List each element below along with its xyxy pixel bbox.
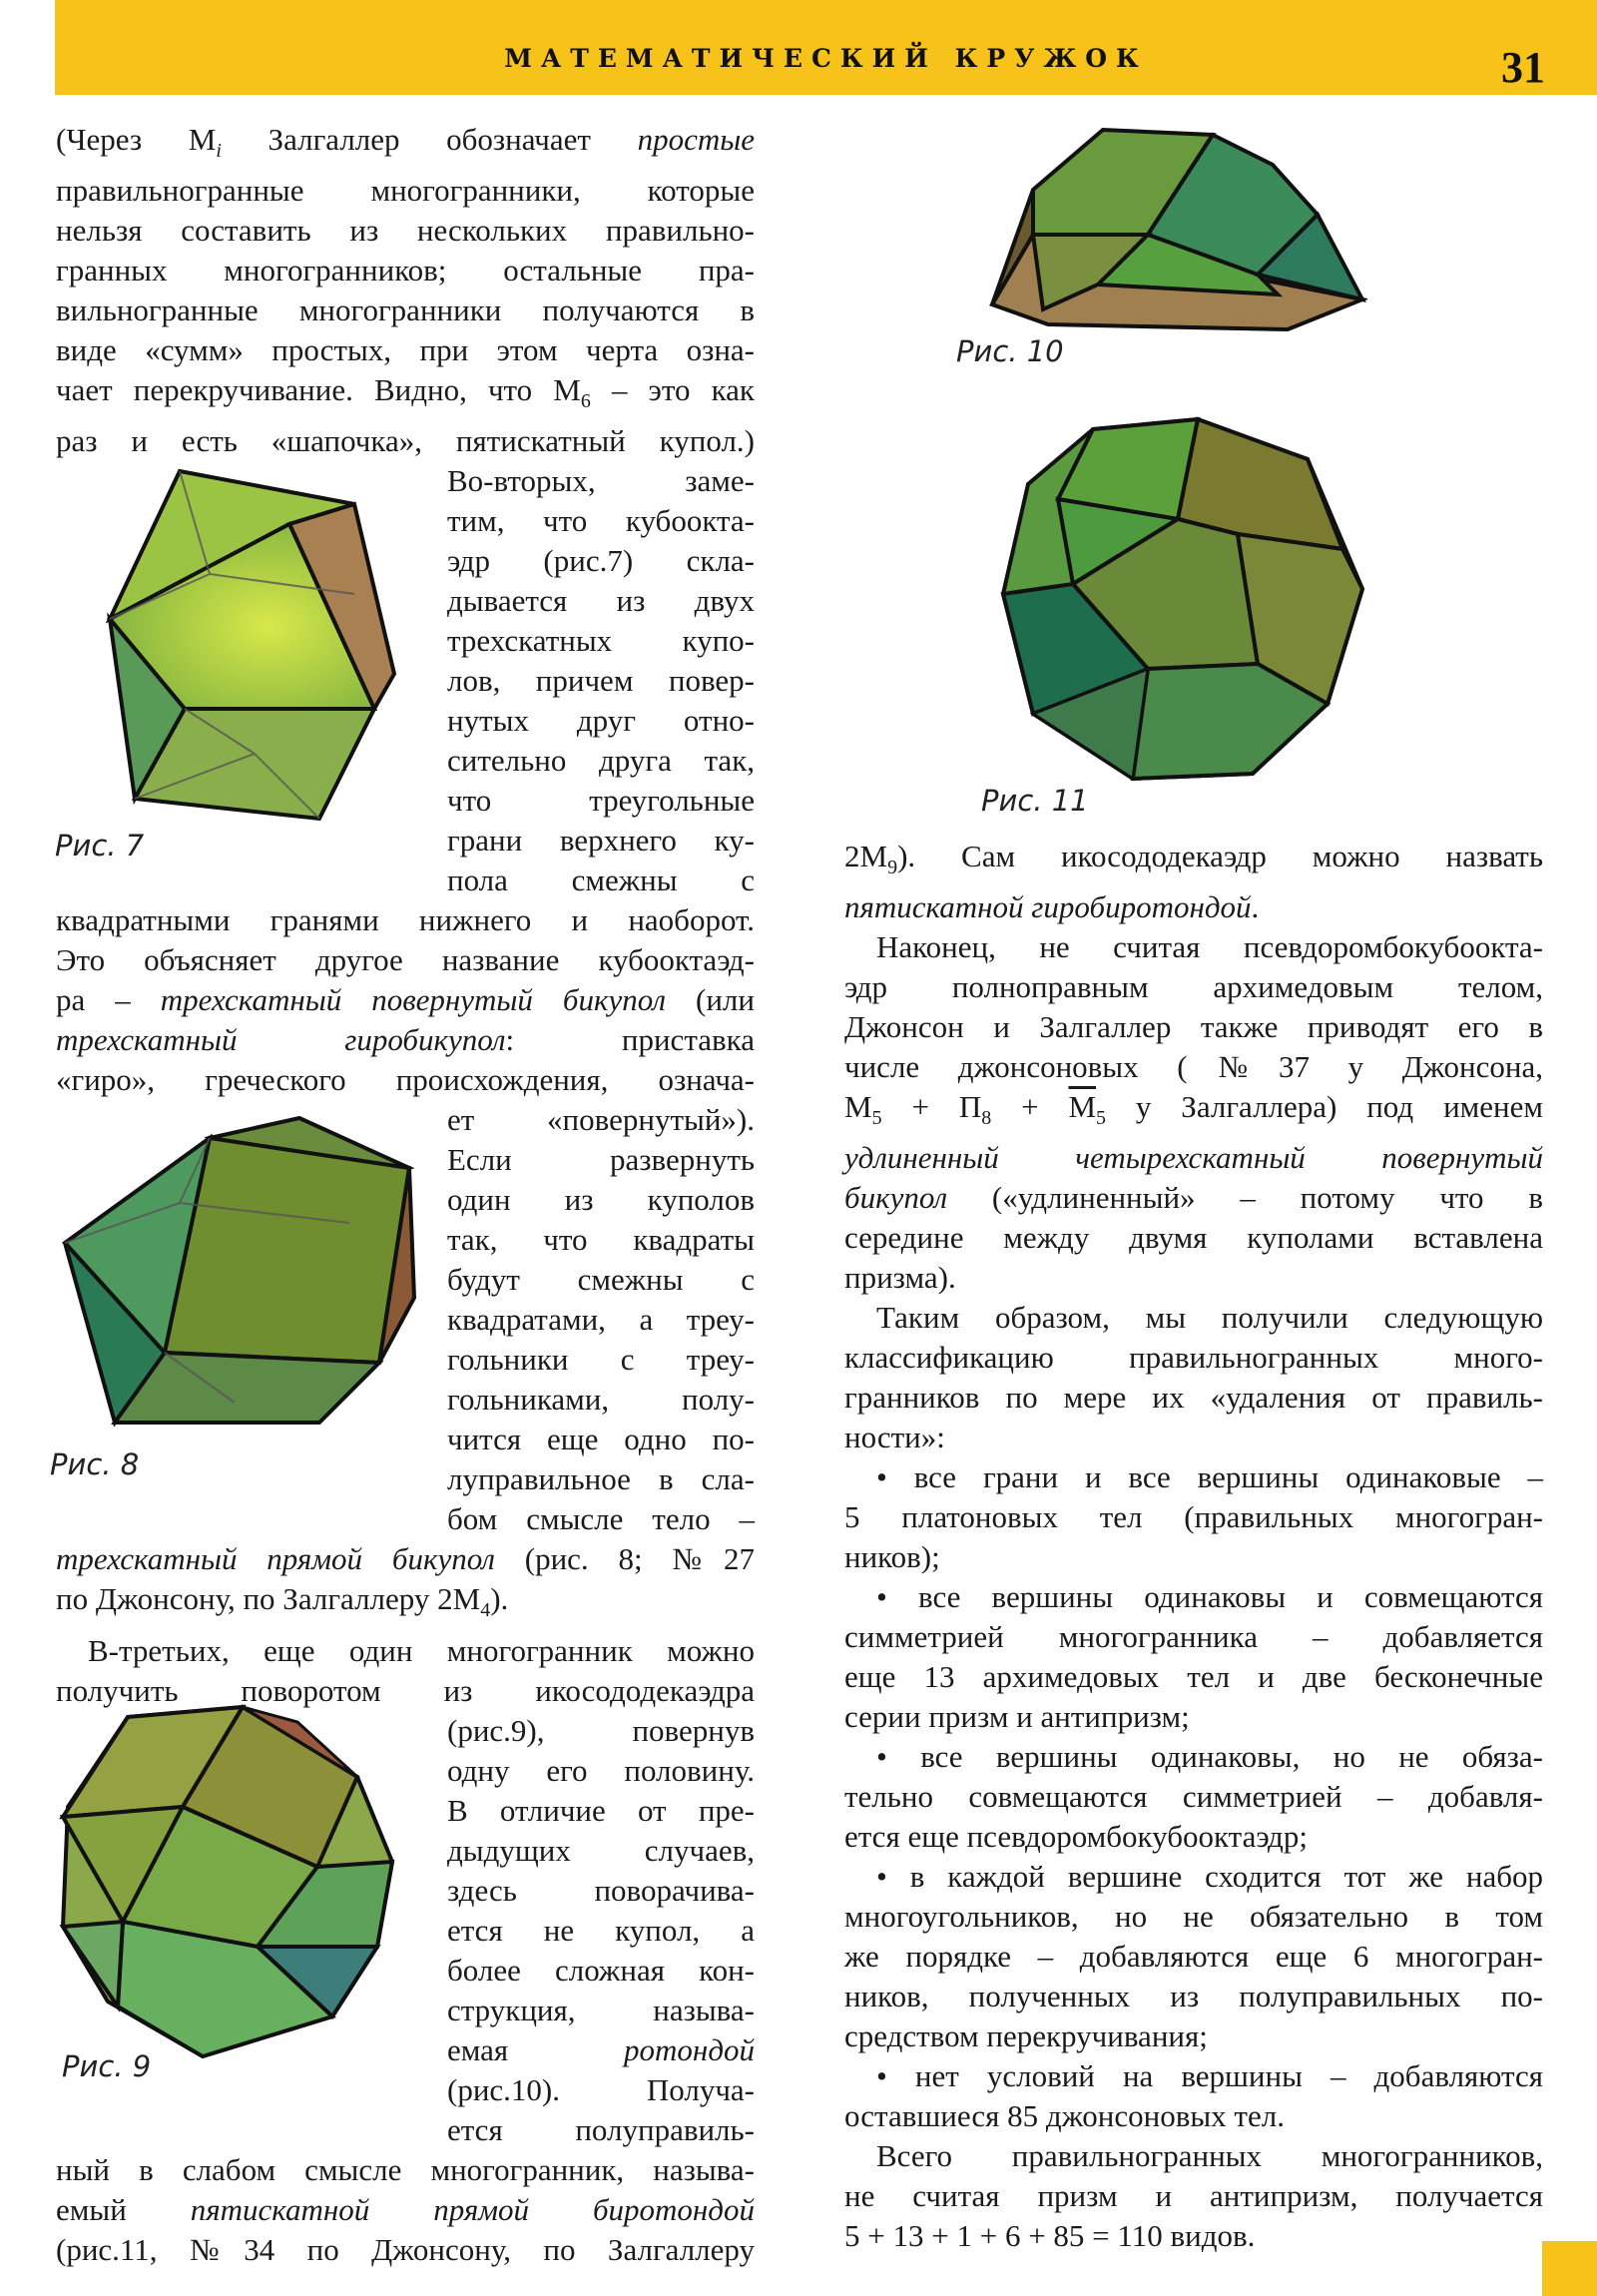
text-line: же порядке – добавляются еще 6 многогран-	[844, 1939, 1543, 1975]
text-line: Наконец, не считая псевдоромбокубоокта-	[876, 929, 1543, 965]
text-line: ется полуправиль-	[447, 2111, 755, 2147]
text-line: трехскатный гиробикупол: приставка	[56, 1022, 755, 1058]
text-line: виде «сумм» простых, при этом черта озна-	[56, 332, 755, 368]
text-line: (рис.11, №34 по Джонсону, по Залгаллеру	[56, 2231, 755, 2267]
text-line: дыдущих случаев,	[447, 1832, 755, 1868]
text-line: ется еще псевдоромбокубооктаэдр;	[844, 1819, 1308, 1855]
text-line: Если развернуть	[447, 1142, 755, 1178]
text-line: нутых друг отно-	[447, 703, 755, 739]
text-line: емый пятискатной прямой биротондой	[56, 2191, 755, 2227]
text-line: ности»:	[844, 1420, 945, 1455]
text-line: трехскатный прямой бикупол (рис. 8; №27	[56, 1541, 755, 1577]
text-line: тим, что кубоокта-	[447, 503, 755, 539]
text-line: гольниками, полу-	[447, 1382, 755, 1418]
text-line: гранников по мере их «удаления от правиль-	[844, 1380, 1543, 1416]
text-line: симметрией многогранника – добавляется	[844, 1619, 1543, 1655]
text-line: 5 платоновых тел (правильных многогран-	[844, 1499, 1543, 1535]
wrap-block-fig7	[447, 461, 755, 900]
caption-fig-10: Рис. 10	[956, 334, 1064, 368]
figure-10-rotunda	[988, 125, 1367, 334]
text-line: сительно друга так,	[447, 743, 755, 779]
caption-fig-8: Рис. 8	[50, 1447, 140, 1481]
text-line: ра – трехскатный повернутый бикупол (или	[56, 982, 755, 1018]
text-line: здесь поворачива-	[447, 1872, 755, 1908]
right-column	[844, 837, 1543, 2256]
wrap-block-fig9	[447, 1711, 755, 2150]
text-line: гольники с треу-	[447, 1342, 755, 1378]
text-line: одну его половину.	[447, 1752, 755, 1788]
header-bar	[55, 0, 1597, 95]
text-line: Джонсон и Залгаллер также приводят его в	[844, 1009, 1543, 1045]
text-line: раз и есть «шапочка», пятискатный купол.)	[56, 423, 755, 459]
text-line: дывается из двух	[447, 583, 755, 619]
list-item: • все вершины одинаковы и совмещаются	[876, 1579, 1543, 1615]
text-line: (Через $M_i$ Залгаллер обозначает простые	[56, 122, 755, 163]
text-line: луправильное в сла-	[447, 1461, 755, 1497]
text-line: чает перекручивание. Видно, что $M_6$ – это как	[56, 372, 755, 413]
text-line: Всего правильногранных многогранников,	[876, 2138, 1543, 2174]
text-line: средством перекручивания;	[844, 2018, 1208, 2054]
caption-fig-9: Рис. 9	[62, 2049, 152, 2083]
text-line: струкция, называ-	[447, 1992, 755, 2027]
text-line: классификацию правильногранных много-	[844, 1340, 1543, 1376]
text-line: трехскатных купо-	[447, 623, 755, 659]
section-title: МАТЕМАТИЧЕСКИЙ КРУЖОК	[504, 44, 1148, 73]
page-number: 31	[1501, 43, 1545, 92]
text-line: ников);	[844, 1539, 940, 1575]
text-line: будут смежны с	[447, 1262, 755, 1298]
text-line: Это объясняет другое название кубооктаэд-	[56, 942, 755, 978]
text-line: числе джонсоновых (№37 у Джонсона,	[844, 1049, 1543, 1085]
text-line: ется не купол, а	[447, 1912, 755, 1948]
text-line: призма).	[844, 1260, 956, 1296]
text-line: бикупол («удлиненный» – потому что в	[844, 1180, 1543, 1216]
text-line: пятискатной гиробиротондой.	[844, 889, 1260, 925]
text-line: нельзя составить из нескольких правильно-	[56, 213, 755, 249]
text-line: что треугольные	[447, 783, 755, 819]
text-line: ный в слабом смысле многогранник, называ-	[56, 2151, 755, 2187]
text-line: квадратными гранями нижнего и наоборот.	[56, 902, 755, 938]
corner-tab	[1542, 2241, 1597, 2296]
figure-11-birotunda	[998, 414, 1367, 794]
caption-fig-7: Рис. 7	[55, 829, 145, 862]
text-line: (рис.10). Получа-	[447, 2071, 755, 2107]
text-line: Во-вторых, заме-	[447, 463, 755, 499]
text-line: Таким образом, мы получили следующую	[876, 1300, 1543, 1336]
list-item: • все грани и все вершины одинаковые –	[876, 1459, 1543, 1495]
text-line: не считая призм и антипризм, получается	[844, 2178, 1543, 2214]
text-line: гранных многогранников; остальные пра-	[56, 253, 755, 288]
text-line: эдр (рис.7) скла-	[447, 543, 755, 579]
text-line: пола смежны с	[447, 862, 755, 898]
text-line: 5 + 13 + 1 + 6 + 85 = 110 видов.	[844, 2218, 1256, 2254]
text-line: $M_5 + П_8 + \overline{M}_5$ у Залгаллера) под именем	[844, 1089, 1544, 1130]
text-line: один из куполов	[447, 1182, 755, 1218]
text-line: середине между двумя куполами вставлена	[844, 1220, 1543, 1256]
list-item: • все вершины одинаковы, но не обяза-	[876, 1739, 1543, 1775]
text-line: по Джонсону, по Залгаллеру $2M_4$).	[56, 1581, 509, 1622]
text-line: так, что квадраты	[447, 1222, 755, 1258]
text-line: квадратами, а треу-	[447, 1302, 755, 1338]
text-line: оставшиеся 85 джонсоновых тел.	[844, 2098, 1285, 2134]
text-line: $2M_9$). Сам икосододекаэдр можно назвать	[844, 839, 1543, 879]
text-line: удлиненный четырехскатный повернутый	[844, 1140, 1543, 1176]
text-line: эдр полноправным архимедовым телом,	[844, 969, 1543, 1005]
text-line: В-третьих, еще один многогранник можно	[88, 1632, 755, 1668]
text-line: «гиро», греческого происхождения, означа-	[56, 1062, 755, 1098]
text-line: серии призм и антипризм;	[844, 1699, 1190, 1735]
text-line: (рис.9), повернув	[447, 1712, 755, 1748]
text-line: В отличие от пре-	[447, 1792, 755, 1828]
text-line: тельно совмещаются симметрией – добавля-	[844, 1779, 1543, 1815]
wrap-block-fig8	[447, 1100, 755, 1539]
text-line: ет «повернутый»).	[447, 1102, 755, 1138]
text-line: многоугольников, но не обязательно в том	[844, 1899, 1543, 1935]
text-line: правильногранные многогранники, которые	[56, 173, 755, 209]
text-line: бом смысле тело –	[447, 1501, 755, 1537]
text-line: чится еще одно по-	[447, 1422, 755, 1457]
caption-fig-11: Рис. 11	[981, 784, 1089, 818]
text-line: ников, полученных из полуправильных по-	[844, 1979, 1543, 2014]
list-item: • нет условий на вершины – добавляются	[876, 2058, 1543, 2094]
left-column	[56, 120, 755, 2270]
text-line: лов, причем повер-	[447, 663, 755, 699]
text-line: грани верхнего ку-	[447, 823, 755, 859]
text-line: вильногранные многогранники получаются в	[56, 292, 755, 328]
text-line: более сложная кон-	[447, 1952, 755, 1988]
text-line: получить поворотом из икосододекаэдра	[56, 1672, 755, 1708]
list-item: • в каждой вершине сходится тот же набор	[876, 1859, 1543, 1895]
text-line: еще 13 архимедовых тел и две бесконечные	[844, 1659, 1543, 1695]
text-line: емая ротондой	[447, 2031, 755, 2067]
